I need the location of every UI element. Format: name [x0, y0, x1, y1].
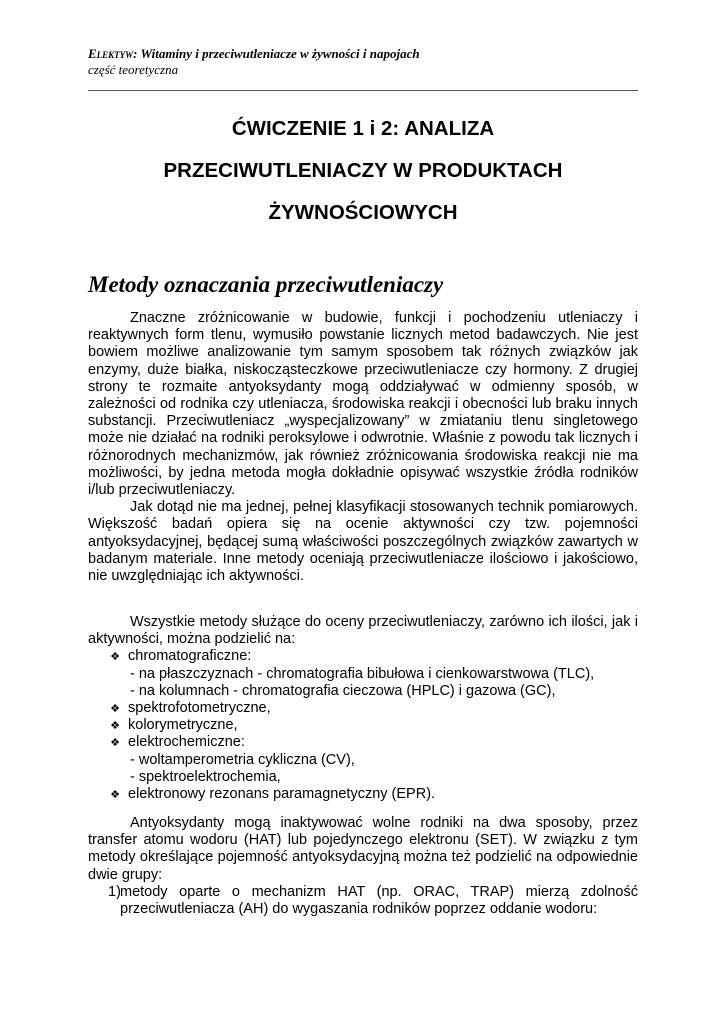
header-title: Witaminy i przeciwutleniacze w żywności i napojach	[137, 46, 420, 61]
paragraph: Jak dotąd nie ma jednej, pełnej klasyfikacji stosowanych technik pomiarowych. Większość badań opiera się na ocenie aktywności czy tzw. pojemności antyoksydacyjnej, będącej sumą właściwości poszczególnych związków zawartych w badanym materiale. Inne metody oceniają przeciwutleniacze ilościowo i jakościowo, nie uwzględniając ich aktywności.	[88, 499, 638, 585]
list-item	[88, 648, 638, 700]
list-item-label: elektrochemiczne:	[128, 734, 245, 751]
intro-section	[88, 310, 638, 585]
running-subheader: część teoretyczna	[88, 62, 179, 77]
diamond-bullet-icon: ❖	[110, 788, 120, 802]
title-line: PRZECIWUTLENIACZY W PRODUKTACH	[163, 159, 563, 182]
list-item	[88, 700, 638, 717]
header-divider	[88, 90, 638, 91]
mechanisms-section	[88, 815, 638, 918]
numbered-item-text: metody oparte o mechanizm HAT (np. ORAC, TRAP) mierzą zdolność przeciwutleniacza (AH) do wygaszania rodników poprzez oddanie wodoru:	[120, 883, 638, 918]
methods-section	[88, 614, 638, 803]
list-item	[88, 717, 638, 734]
list-item-label: spektrofotometryczne,	[128, 700, 271, 717]
list-item	[88, 734, 638, 786]
list-item	[88, 786, 638, 803]
sub-list-item: - na kolumnach - chromatografia cieczowa (HPLC) i gazowa (GC),	[130, 682, 556, 699]
diamond-bullet-icon: ❖	[110, 736, 120, 750]
list-item-label: elektronowy rezonans paramagnetyczny (EPR).	[128, 786, 436, 803]
paragraph: Znaczne zróżnicowanie w budowie, funkcji i pochodzeniu utleniaczy i reaktywnych form tlenu, wymusiło powstanie licznych metod badawczych. Nie jest bowiem możliwe analizowanie tym samym sposobem tak różnych związków jak enzymy, duże białka, niskocząsteczkowe przeciwutleniacze czy hormony. Z drugiej strony te rozmaite antyoksydanty mogą oddziaływać w odmienny sposób, w zależności od rodnika czy utleniacza, środowiska reakcji i obecności lub braku innych substancji. Przeciwutleniacz „wyspecjalizowany” w zmiataniu tlenu singletowego może nie działać na rodniki peroksylowe i odwrotnie. Właśnie z powodu tak licznych i różnorodnych mechanizmów, jak również zróżnicowania środowiska reakcji nie ma możliwości, by jedna metoda mogła dokładnie opisywać wszystkie źródła rodników i/lub przeciwutleniaczy.	[88, 310, 638, 499]
sub-list-item: - na płaszczyznach - chromatografia bibułowa i cienkowarstwowa (TLC),	[130, 665, 595, 682]
methods-list	[88, 648, 638, 803]
section-heading: Metody oznaczania przeciwutleniaczy	[88, 272, 444, 297]
running-header	[88, 46, 648, 61]
list-item-label: chromatograficzne:	[128, 648, 252, 665]
mechanisms-intro: Antyoksydanty mogą inaktywować wolne rodniki na dwa sposoby, przez transfer atomu wodoru (HAT) lub pojedynczego elektronu (SET). W związku z tym metody określające pojemność antyoksydacyjną można też podzielić na odpowiednie dwie grupy:	[88, 815, 638, 883]
methods-intro: Wszystkie metody służące do oceny przeciwutleniaczy, zarówno ich ilości, jak i aktywności, można podzielić na:	[88, 614, 638, 648]
list-item-label: kolorymetryczne,	[128, 717, 238, 734]
numbered-item-marker: 1)	[108, 883, 121, 900]
header-brand: Elektyw:	[88, 46, 138, 61]
sub-list-item: - spektroelektrochemia,	[130, 768, 281, 785]
title-line: ĆWICZENIE 1 i 2: ANALIZA	[231, 117, 495, 140]
sub-list-item: - woltamperometria cykliczna (CV),	[130, 751, 355, 768]
diamond-bullet-icon: ❖	[110, 702, 120, 716]
title-line: ŻYWNOŚCIOWYCH	[268, 201, 458, 224]
diamond-bullet-icon: ❖	[110, 719, 120, 733]
document-title	[88, 108, 638, 234]
numbered-item	[88, 884, 638, 918]
diamond-bullet-icon: ❖	[110, 650, 120, 664]
